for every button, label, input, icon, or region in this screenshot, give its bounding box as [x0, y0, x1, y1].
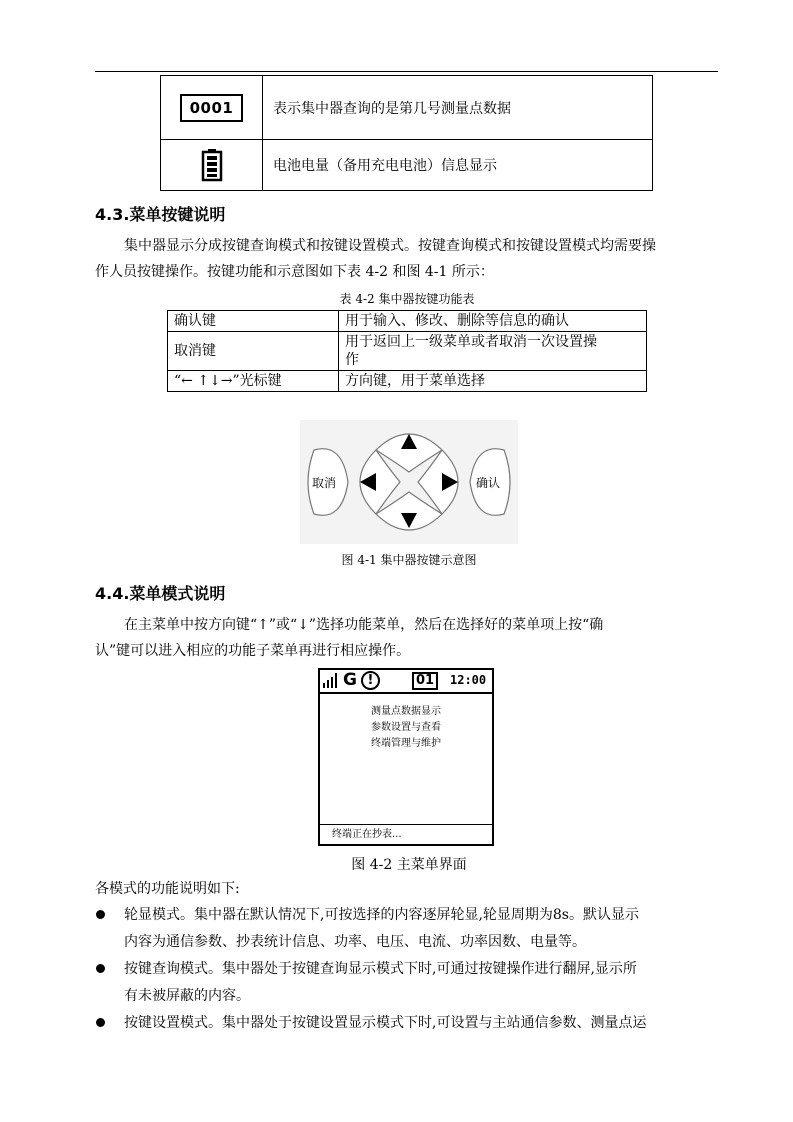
- menu-item-param-settings[interactable]: 参数设置与查看: [371, 722, 441, 733]
- bullet-line: 有未被屏蔽的内容。: [124, 988, 250, 1004]
- bullet-line: 按键设置模式。集中器处于按键设置显示模式下时,可设置与主站通信参数、测量点运: [124, 1015, 647, 1031]
- paragraph-line: 集中器显示分成按键查询模式和按键设置模式。按键查询模式和按键设置模式均需要操: [124, 238, 656, 254]
- paragraph-line: 认”键可以进入相应的功能子菜单再进行相应操作。: [95, 643, 411, 659]
- figure-caption: 图 4-1 集中器按键示意图: [341, 553, 477, 567]
- table-caption: 表 4-2 集中器按键功能表: [339, 292, 475, 306]
- figure-caption: 图 4-2 主菜单界面: [351, 857, 467, 873]
- main-menu-screen: [318, 668, 494, 846]
- table-row: [168, 371, 647, 392]
- icon-description-table: [160, 75, 653, 191]
- modes-intro: 各模式的功能说明如下:: [95, 881, 240, 897]
- paragraph-line: 作人员按键操作。按键功能和示意图如下表 4-2 和图 4-1 所示：: [95, 264, 494, 280]
- screen-footer-status: 终端正在抄表...: [320, 824, 492, 844]
- signal-strength-icon: [323, 673, 339, 688]
- point-number-indicator: 01: [412, 672, 438, 690]
- bullet-line: 轮显模式。集中器在默认情况下,可按选择的内容逐屏轮显,轮显周期为8s。默认显示: [124, 907, 639, 923]
- point-number-icon: 0001: [180, 94, 244, 122]
- bullet-icon: [96, 1018, 105, 1027]
- screen-status-bar: [320, 670, 492, 694]
- section-heading-4-4: 4.4.菜单模式说明: [95, 584, 226, 603]
- table-cell: 用于输入、修改、删除等信息的确认: [339, 311, 647, 332]
- bullet-line: 内容为通信参数、抄表统计信息、功率、电压、电流、功率因数、电量等。: [124, 934, 586, 950]
- bullet-line: 按键查询模式。集中器处于按键查询显示模式下时,可通过按键操作进行翻屏,显示所: [124, 961, 637, 977]
- key-function-table: [167, 310, 647, 392]
- page-header-rule: [95, 71, 718, 72]
- table-cell-line: 作: [345, 352, 359, 368]
- alert-icon: !: [361, 671, 380, 690]
- table-row: [168, 332, 647, 371]
- table-cell: 表示集中器查询的是第几号测量点数据: [263, 76, 653, 140]
- table-cell: “← ↑↓→”光标键: [168, 371, 339, 392]
- section-heading-4-3: 4.3.菜单按键说明: [95, 205, 226, 224]
- menu-item-measure-data[interactable]: 测量点数据显示: [371, 706, 441, 717]
- table-cell: 取消键: [168, 332, 339, 371]
- bullet-icon: [96, 964, 105, 973]
- table-row: [161, 140, 653, 191]
- table-cell: 电池电量（备用充电电池）信息显示: [263, 140, 653, 191]
- clock-display: 12:00: [450, 673, 487, 687]
- table-cell: 确认键: [168, 311, 339, 332]
- table-row: [161, 76, 653, 140]
- table-row: [168, 311, 647, 332]
- confirm-key-label[interactable]: 确认: [475, 476, 500, 490]
- paragraph-line: 在主菜单中按方向键“↑”或“↓”选择功能菜单，然后在选择好的菜单项上按“确: [124, 617, 604, 633]
- bullet-icon: [96, 910, 105, 919]
- keypad-diagram: [300, 420, 518, 544]
- gprs-icon: G: [343, 670, 357, 690]
- cancel-key-label[interactable]: 取消: [311, 476, 336, 490]
- battery-icon: [201, 148, 223, 182]
- table-cell: 方向键，用于菜单选择: [339, 371, 647, 392]
- menu-item-terminal-maintenance[interactable]: 终端管理与维护: [371, 738, 441, 749]
- table-cell-line: 用于返回上一级菜单或者取消一次设置操: [345, 334, 597, 350]
